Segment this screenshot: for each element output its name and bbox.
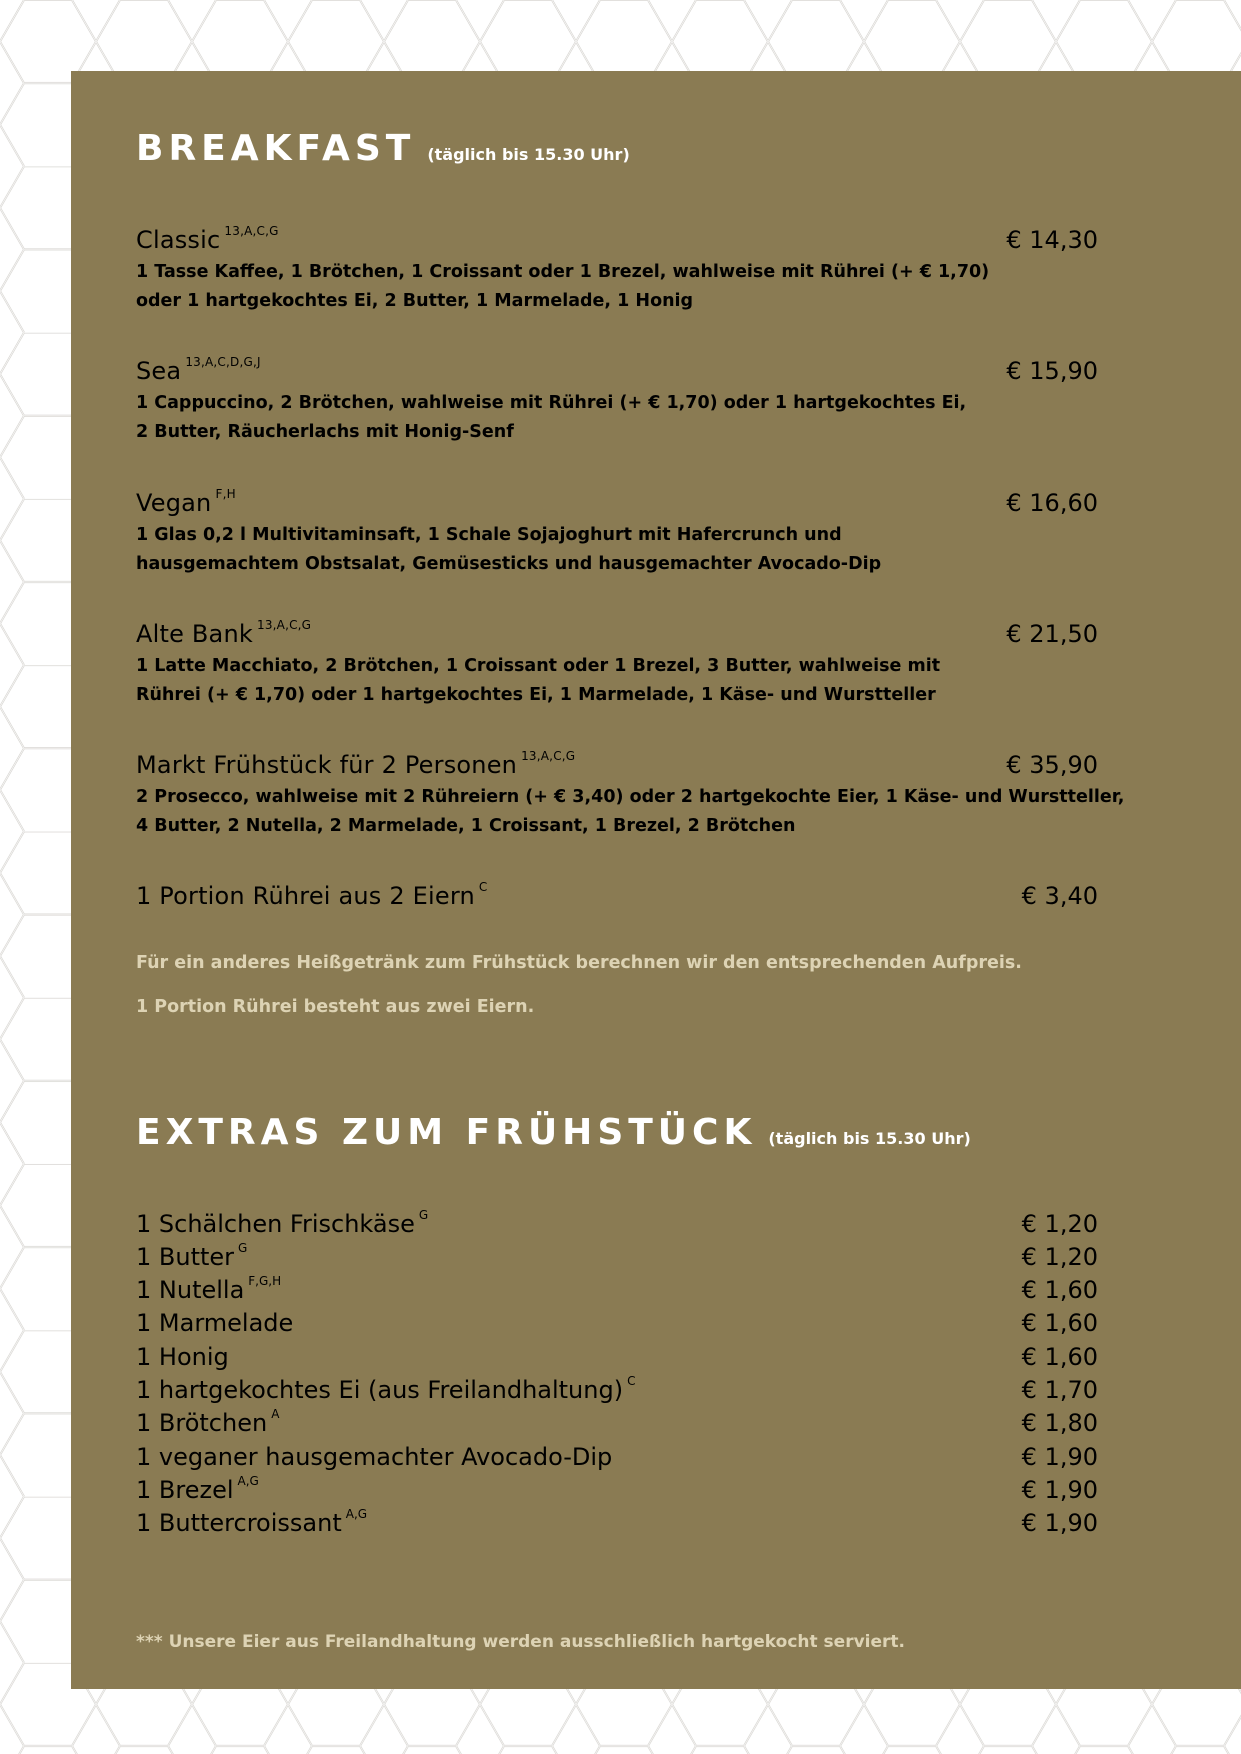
extra-item-price: € 1,20 [1021,1243,1098,1271]
extra-item [136,1243,1098,1275]
extra-item-price: € 1,90 [1021,1476,1098,1504]
extras-title-text: EXTRAS ZUM FRÜHSTÜCK [136,1112,757,1153]
extra-item-name: 1 hartgekochtes Ei (aus Freilandhaltung) $^C$ [136,1374,636,1404]
extra-item-name: 1 Honig [136,1343,229,1371]
allergen-codes: A,G [345,1507,368,1521]
allergen-codes: 13,A,C,G [521,749,576,763]
menu-item-price: € 35,90 [1006,751,1098,779]
menu-item [136,749,1125,841]
menu-item [136,489,1098,579]
extra-item-name: 1 Brezel $^{A,G}$ [136,1474,259,1504]
menu-item-name: Markt Frühstück für 2 Personen $^{13,A,C,G}$ [136,749,576,779]
allergen-codes: C [627,1374,636,1388]
extra-item [136,1276,1098,1308]
menu-item-price: € 16,60 [1006,489,1098,517]
menu-item [136,882,1098,912]
scrambled-egg-note: 1 Portion Rührei besteht aus zwei Eiern. [136,997,535,1017]
extra-item [136,1309,1098,1341]
extras-title [136,1112,971,1153]
breakfast-title-text: BREAKFAST [136,128,416,169]
allergen-codes: C [478,880,488,894]
allergen-codes: G [238,1241,248,1255]
extra-item-price: € 1,70 [1021,1376,1098,1404]
breakfast-title [136,128,630,169]
extra-item-name: 1 veganer hausgemachter Avocado-Dip [136,1443,613,1471]
allergen-codes: 13,A,C,G [224,224,279,238]
extra-item [136,1376,1098,1408]
allergen-codes: F,H [215,487,236,501]
extra-item [136,1509,1098,1541]
extra-item-name: 1 Butter $^G$ [136,1241,248,1271]
menu-item [136,226,1098,316]
extra-item-name: 1 Marmelade [136,1309,294,1337]
menu-item-name: 1 Portion Rührei aus 2 Eiern $^C$ [136,880,488,910]
extra-item-price: € 1,90 [1021,1443,1098,1471]
extra-item [136,1443,1098,1475]
menu-item-name: Vegan $^{F,H}$ [136,487,236,517]
extra-item-price: € 1,90 [1021,1509,1098,1537]
extra-item [136,1476,1098,1508]
extra-item-name: 1 Brötchen $^A$ [136,1407,280,1437]
extras-hours-note: (täglich bis 15.30 Uhr) [768,1129,971,1148]
allergen-codes: G [418,1208,429,1222]
allergen-codes: F,G,H [248,1274,282,1288]
menu-item-description: 1 Glas 0,2 l Multivitaminsaft, 1 Schale Sojajoghurt mit Hafercrunch und hausgemachtem Obstsalat, Gemüsesticks und hausgemachter Avocado-Dip [136,525,882,574]
extra-item-name: 1 Nutella $^{F,G,H}$ [136,1274,282,1304]
allergen-codes: 13,A,C,D,G,J [185,355,261,369]
menu-item-name: Classic $^{13,A,C,G}$ [136,224,279,254]
menu-item-description: 1 Tasse Kaffee, 1 Brötchen, 1 Croissant oder 1 Brezel, wahlweise mit Rührei (+ € 1,70) oder 1 hartgekochtes Ei, 2 Butter, 1 Marmelade, 1 Honig [136,262,990,311]
allergen-codes: A,G [237,1474,259,1488]
extra-item-name: 1 Schälchen Frischkäse $^G$ [136,1208,429,1238]
extra-item-price: € 1,60 [1021,1276,1098,1304]
menu-item-price: € 14,30 [1006,226,1098,254]
allergen-codes: 13,A,C,G [256,618,312,632]
surcharge-note: Für ein anderes Heißgetränk zum Frühstück berechnen wir den entsprechenden Aufpreis. [136,953,1022,973]
extra-item-price: € 1,60 [1021,1343,1098,1371]
extra-item [136,1409,1098,1441]
extra-item [136,1210,1098,1242]
menu-item-description: 1 Cappuccino, 2 Brötchen, wahlweise mit Rührei (+ € 1,70) oder 1 hartgekochtes Ei, 2 Butter, Räucherlachs mit Honig-Senf [136,393,967,442]
menu-item [136,357,1098,447]
allergen-codes: A [271,1407,280,1421]
extra-item-price: € 1,60 [1021,1309,1098,1337]
menu-item-price: € 15,90 [1006,357,1098,385]
menu-item-description: 1 Latte Macchiato, 2 Brötchen, 1 Croissant oder 1 Brezel, 3 Butter, wahlweise mit Rührei (+ € 1,70) oder 1 hartgekochtes Ei, 1 Marmelade, 1 Käse- und Wurstteller [136,656,941,705]
extra-item-price: € 1,80 [1021,1409,1098,1437]
extra-item-name: 1 Buttercroissant $^{A,G}$ [136,1507,368,1537]
menu-item-description: 2 Prosecco, wahlweise mit 2 Rühreiern (+ € 3,40) oder 2 hartgekochte Eier, 1 Käse- und Wurstteller, 4 Butter, 2 Nutella, 2 Marmelade, 1 Croissant, 1 Brezel, 2 Brötchen [136,787,1125,836]
extra-item-price: € 1,20 [1021,1210,1098,1238]
extra-item [136,1343,1098,1375]
footer-note: *** Unsere Eier aus Freilandhaltung werden ausschließlich hartgekocht serviert. [136,1632,905,1652]
menu-item-name: Sea $^{13,A,C,D,G,J}$ [136,355,261,385]
menu-item-name: Alte Bank $^{13,A,C,G}$ [136,618,312,648]
menu-item-price: € 21,50 [1006,620,1098,648]
menu-item-price: € 3,40 [1021,882,1098,910]
menu-item [136,620,1098,710]
breakfast-hours-note: (täglich bis 15.30 Uhr) [427,145,630,164]
